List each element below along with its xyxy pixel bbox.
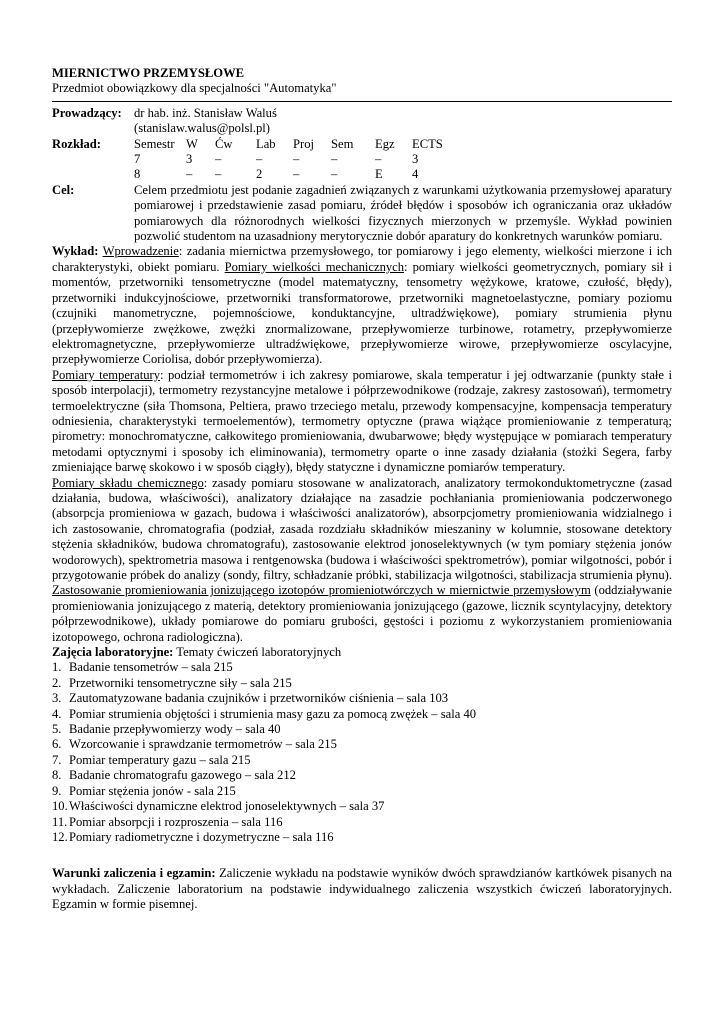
list-item-number: 12. [52, 829, 68, 844]
schedule-cell: – [331, 152, 338, 167]
goal-label: Cel: [52, 182, 75, 197]
topic-text: : podział termometrów i ich zakresy pomiarowe, skala temperatur i jej odtwarzanie (punkty stałe i sposób interpolacji), termometry rezystancyjne metalowe i półprzewodnikowe (rodzaje, zakresy zastosowań), termometry termoelektryczne (siła Thomsona, Peltiera, prawo trzeciego metalu, przewody kompensacyjne, kompensacja temperatury odniesienia, charakterystyki termoelementów), termometry optyczne (prawa wiążące promieniowanie z temperaturą; pirometry: monochromatyczne, całkowitego promieniowania, dwubarwowe; błędy występujące w pomiarach temperatury metodami optycznymi i sposoby ich eliminowania), termometry oparte o inne zasady działania (stożki Segera, farby zmieniające barwę skokowo i w sposób ciągły), błędy statyczne i dynamiczne pomiarów temperatury. [52, 367, 672, 475]
list-item-text: Pomiar temperatury gazu – sala 215 [69, 752, 251, 767]
list-item [52, 737, 672, 752]
list-item-text: Badanie tensometrów – sala 215 [69, 660, 233, 675]
list-item [52, 753, 672, 768]
lecturer-label: Prowadzący: [52, 105, 122, 120]
schedule-cell: – [215, 152, 222, 167]
schedule-cell: – [215, 167, 222, 182]
lecture-label: Wykład: [52, 244, 99, 259]
list-item-number: 5. [52, 722, 62, 737]
schedule-cell: – [293, 152, 300, 167]
goal-row [52, 183, 672, 245]
labs-intro: Tematy ćwiczeń laboratoryjnych [173, 645, 342, 660]
list-item-text: Właściwości dynamiczne elektrod jonoselektywnych – sala 37 [69, 799, 385, 814]
schedule-header: Lab [256, 136, 276, 151]
list-item [52, 768, 672, 783]
topic-heading: Pomiary temperatury [52, 367, 160, 382]
topic-text: (oddziaływanie promieniowania jonizującego z materią, detektory promieniowania jonizującego (gazowe, licznik scyntylacyjny, detektory półprzewodnikowe), układy pomiarowe do pomiaru grubości, gęstości i poziomu z wykorzystaniem promieniowania izotopowego, ochrona radiologiczna). [52, 583, 672, 644]
list-item-number: 8. [52, 768, 62, 783]
list-item [52, 707, 672, 722]
list-item-number: 4. [52, 706, 62, 721]
goal-text: Celem przedmiotu jest podanie zagadnień związanych z warunkami użytkowania przemysłowej aparatury pomiarowej i przedstawienie zasad pomiaru, źródeł błędów i sposobów ich ograniczania oraz układów pomiarowych dla różnorodnych wielkości fizycznych mierzonych w przemyśle. Wykład powinien pozwolić studentom na uzasadniony merytorycznie dobór aparatury do konkretnych warunków pomiaru. [134, 182, 672, 244]
schedule-label: Rozkład: [52, 136, 101, 151]
schedule-cell: – [293, 167, 300, 182]
topic-heading: Wprowadzenie [102, 244, 179, 259]
course-title: MIERNICTWO PRZEMYSŁOWE [52, 66, 245, 80]
list-item-number: 10. [52, 799, 68, 814]
topic-heading: Pomiary składu chemicznego [52, 475, 204, 490]
list-item-text: Pomiary radiometryczne i dozymetryczne – sala 116 [69, 829, 334, 844]
schedule-header: Sem [331, 136, 354, 151]
lecture-paragraph-1 [52, 244, 672, 367]
list-item-number: 1. [52, 660, 62, 675]
list-item [52, 691, 672, 706]
lecturer-row [52, 106, 672, 137]
list-item [52, 799, 672, 814]
conditions-text: Zaliczenie wykładu na podstawie wyników dwóch sprawdzianów kartkówek pisanych na wykładach. Zaliczenie laboratorium na podstawie indywidualnego zaliczenia wszystkich ćwiczeń laboratoryjnych. Egzamin w formie pisemnej. [52, 866, 672, 912]
schedule-table [134, 137, 672, 183]
list-item-text: Pomiar strumienia objętości i strumienia masy gazu za pomocą zwężek – sala 40 [69, 706, 477, 721]
list-item-number: 2. [52, 675, 62, 690]
list-item [52, 660, 672, 675]
schedule-cell: 4 [412, 167, 419, 182]
list-item [52, 830, 672, 845]
lecture-paragraph-2 [52, 368, 672, 476]
list-item-number: 3. [52, 691, 62, 706]
header-divider [52, 101, 672, 102]
labs-list [52, 660, 672, 845]
schedule-cell: 3 [412, 152, 419, 167]
conditions-label: Warunki zaliczenia i egzamin: [52, 866, 216, 881]
course-subtitle: Przedmiot obowiązkowy dla specjalności "Automatyka" [52, 81, 337, 96]
conditions-paragraph [52, 866, 672, 912]
list-item-text: Badanie przepływomierzy wody – sala 40 [69, 722, 281, 737]
schedule-header: Ćw [215, 136, 233, 151]
list-item-number: 11. [52, 814, 68, 829]
schedule-cell: – [375, 152, 382, 167]
list-item [52, 784, 672, 799]
list-item-text: Pomiar absorpcji i rozproszenia – sala 116 [69, 814, 283, 829]
topic-heading: Pomiary wielkości mechanicznych [224, 259, 405, 274]
list-item-number: 7. [52, 752, 62, 767]
lecturer-email: (stanislaw.walus@polsl.pl) [134, 121, 271, 136]
schedule-header: Egz [375, 136, 395, 151]
list-item [52, 815, 672, 830]
list-item-text: Pomiar stężenia jonów - sala 215 [69, 783, 236, 798]
schedule-cell: E [375, 167, 383, 182]
schedule-cell: – [256, 152, 263, 167]
list-item [52, 722, 672, 737]
schedule-header: Proj [293, 136, 314, 151]
list-item [52, 676, 672, 691]
schedule-header: ECTS [412, 136, 443, 151]
list-item-text: Przetworniki tensometryczne siły – sala 215 [69, 675, 292, 690]
labs-heading [52, 645, 672, 660]
schedule-cell: 3 [186, 152, 193, 167]
topic-heading: Zastosowanie promieniowania jonizującego izotopów promieniotwórczych w miernictwie przemysłowym [52, 583, 591, 598]
list-item-text: Badanie chromatografu gazowego – sala 212 [69, 768, 296, 783]
document-page [52, 66, 672, 913]
spacer [52, 845, 672, 866]
topic-text: : pomiary wielkości geometrycznych, pomiary sił i momentów, przetworniki tensometryczne (model matematyczny, tensometry wężykowe, kratowe, czułość, błędy), przetworniki indukcyjnościowe, przetworniki transformatorowe, przetworniki magnetoelastyczne, pomiary poziomu (czujniki manometryczne, pojemnościowe, konduktancyjne, ultradźwiękowe), pomiary strumienia płynu (przepływomierze zwężkowe, zwężki znormalizowane, przepływomierze turbinowe, rotametry, przepływomierze elektromagnetyczne, przepływomierze ultradźwiękowe, przepływomierze wirowe, przepływomierze oscylacyjne, przepływomierze Coriolisa, dobór przepływomierza). [52, 259, 672, 367]
schedule-cell: 8 [134, 167, 141, 182]
schedule-cell: 7 [134, 152, 141, 167]
schedule-cell: 2 [256, 167, 263, 182]
schedule-header: W [186, 136, 198, 151]
list-item-text: Wzorcowanie i sprawdzanie termometrów – sala 215 [69, 737, 337, 752]
schedule-row [52, 137, 672, 183]
list-item-text: Zautomatyzowane badania czujników i przetworników ciśnienia – sala 103 [69, 691, 449, 706]
schedule-cell: – [331, 167, 338, 182]
schedule-cell: – [186, 167, 193, 182]
topic-text: : zasady pomiaru stosowane w analizatorach, analizatory termokonduktometryczne (zasad działania, budowa, właściwości), analizatory działające na zasadzie pochłaniania promieniowania podczerwonego (absorpcja promieniowa w gazach, budowa i właściwości analizatorów), absorpcjometry promieniowania widzialnego i ich zastosowanie, chromatografia (podział, zasada rozdziału składników mieszaniny w kolumnie, stosowane detektory stężenia składników, budowa chromatografu), zastosowanie elektrod jonoselektywnych (w tym pomiary stężenia jonów wodorowych), spektrometria masowa i rentgenowska (budowa i właściwości spektrometrów), pomiar wilgotności, pobór i przygotowanie próbek do analizy (sondy, filtry, schładzanie próbki, stabilizacja wilgotności, stabilizacja strumienia płynu). [52, 475, 672, 582]
lecture-paragraph-3 [52, 476, 672, 645]
list-item-number: 6. [52, 737, 62, 752]
lecturer-name: dr hab. inż. Stanisław Waluś [134, 105, 277, 120]
list-item-number: 9. [52, 783, 62, 798]
schedule-header: Semestr [134, 136, 175, 151]
topic-text: : zadania miernictwa przemysłowego, tor pomiarowy i jego elementy, wielkości mierzone i ich charakterystyki, obiekt pomiaru. [52, 244, 672, 274]
labs-label: Zajęcia laboratoryjne: [52, 645, 174, 660]
